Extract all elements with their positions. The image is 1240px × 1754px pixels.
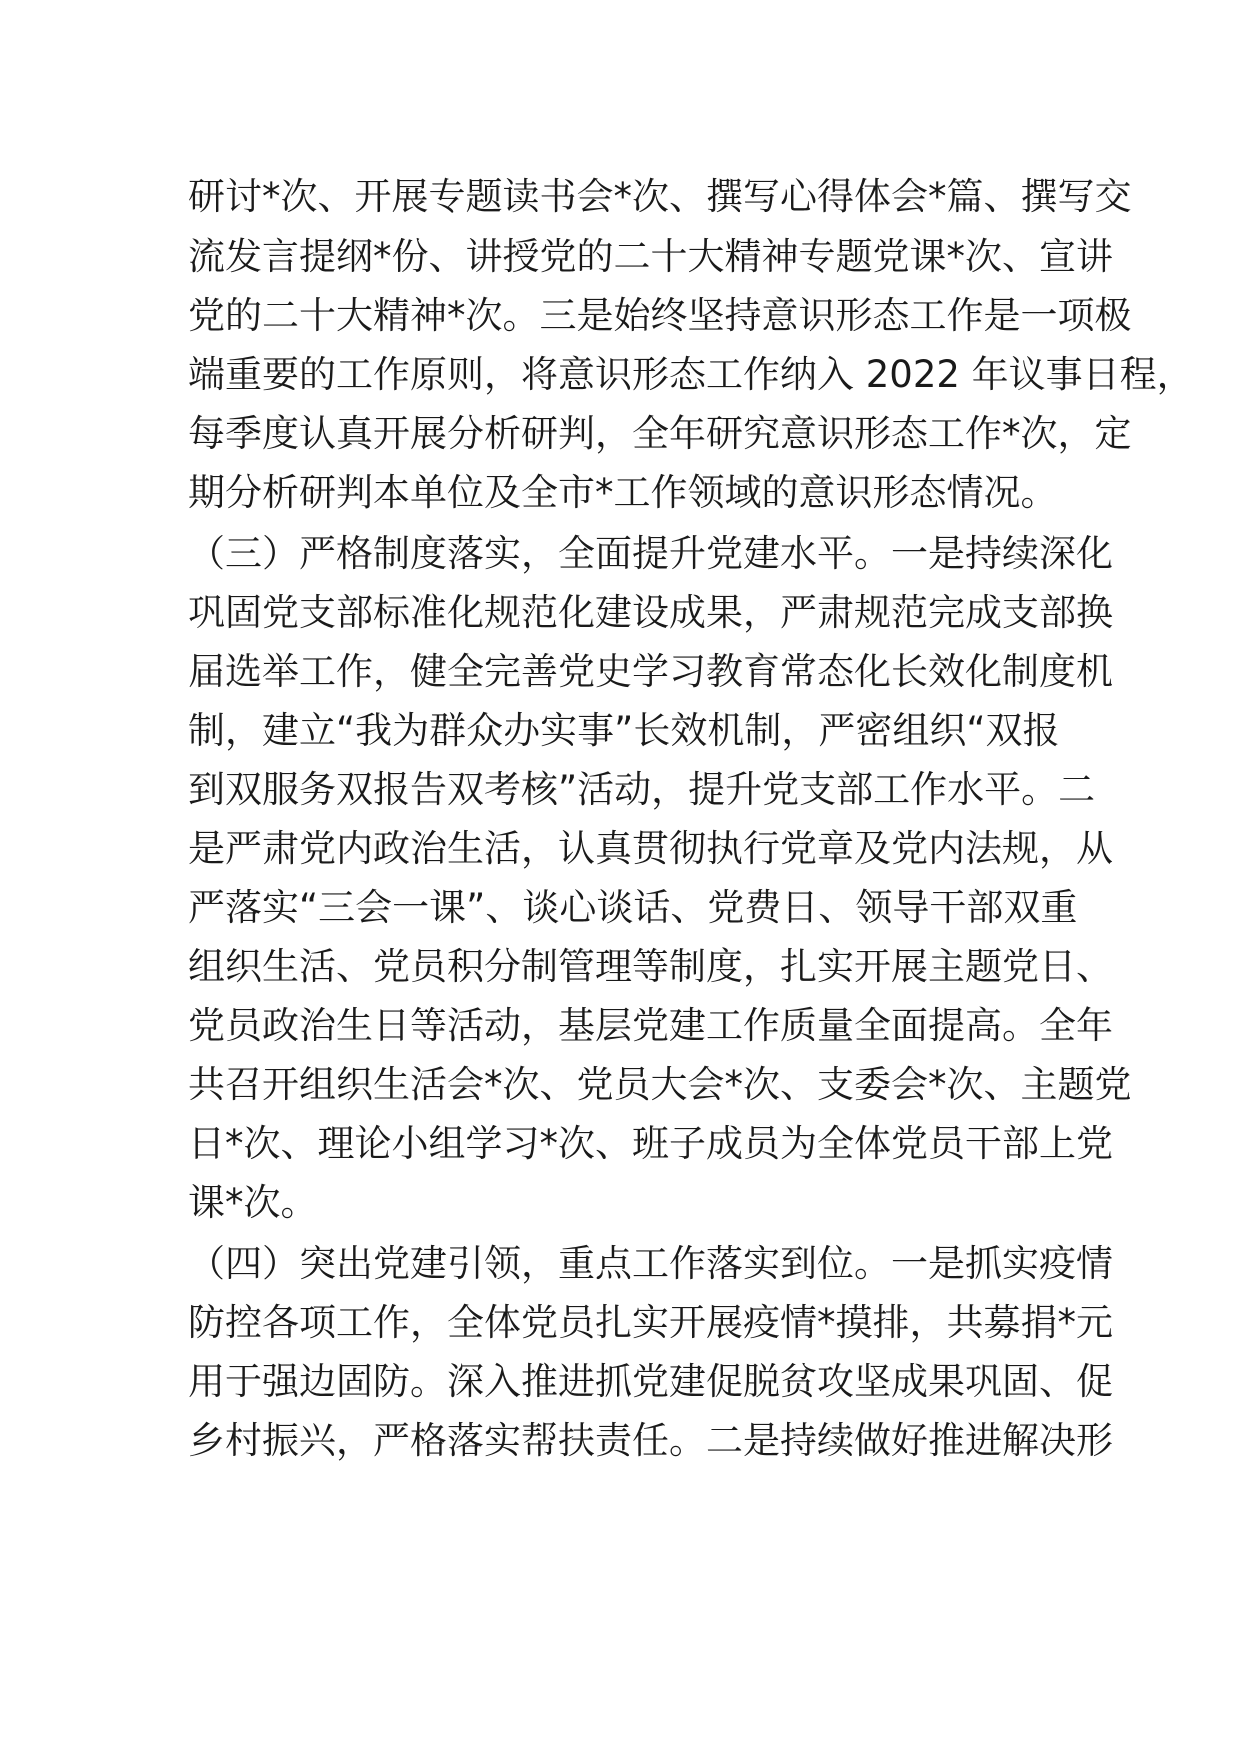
text-line: 期分析研判本单位及全市*工作领域的意识形态情况。: [188, 471, 1058, 514]
text-line: 防控各项工作，全体党员扎实开展疫情*摸排，共募捐*元: [188, 1301, 1113, 1344]
text-line: 共召开组织生活会*次、党员大会*次、支委会*次、主题党: [188, 1063, 1132, 1106]
text-line: 是严肃党内政治生活，认真贯彻执行党章及党内法规，从: [188, 827, 1113, 870]
text-line: 制，建立“我为群众办实事”长效机制，严密组织“双报: [188, 709, 1060, 752]
text-line: 每季度认真开展分析研判，全年研究意识形态工作*次，定: [188, 412, 1132, 455]
text-line: 日*次、理论小组学习*次、班子成员为全体党员干部上党: [188, 1122, 1113, 1165]
section-heading-4: （四）突出党建引领，重点工作落实到位。一是抓实疫情: [188, 1242, 1113, 1285]
text-line: 巩固党支部标准化规范化建设成果，严肃规范完成支部换: [188, 591, 1113, 634]
text-line: 乡村振兴，严格落实帮扶责任。二是持续做好推进解决形: [188, 1419, 1113, 1462]
text-line: 严落实“三会一课”、谈心谈话、党费日、领导干部双重: [188, 886, 1078, 929]
text-line: 组织生活、党员积分制管理等制度，扎实开展主题党日、: [188, 945, 1113, 988]
text-line: 研讨*次、开展专题读书会*次、撰写心得体会*篇、撰写交: [188, 175, 1132, 218]
text-line: 用于强边固防。深入推进抓党建促脱贫攻坚成果巩固、促: [188, 1360, 1113, 1403]
text-line: 流发言提纲*份、讲授党的二十大精神专题党课*次、宣讲: [188, 235, 1113, 278]
text-line: 课*次。: [188, 1181, 318, 1224]
text-line: 党的二十大精神*次。三是始终坚持意识形态工作是一项极: [188, 294, 1132, 337]
text-line: 到双服务双报告双考核”活动，提升党支部工作水平。二: [188, 768, 1096, 811]
text-line: 端重要的工作原则，将意识形态工作纳入 2022 年议事日程，: [188, 353, 1194, 396]
text-line: 党员政治生日等活动，基层党建工作质量全面提高。全年: [188, 1004, 1113, 1047]
text-line: 届选举工作，健全完善党史学习教育常态化长效化制度机: [188, 650, 1113, 693]
section-heading-3: （三）严格制度落实，全面提升党建水平。一是持续深化: [188, 532, 1113, 575]
